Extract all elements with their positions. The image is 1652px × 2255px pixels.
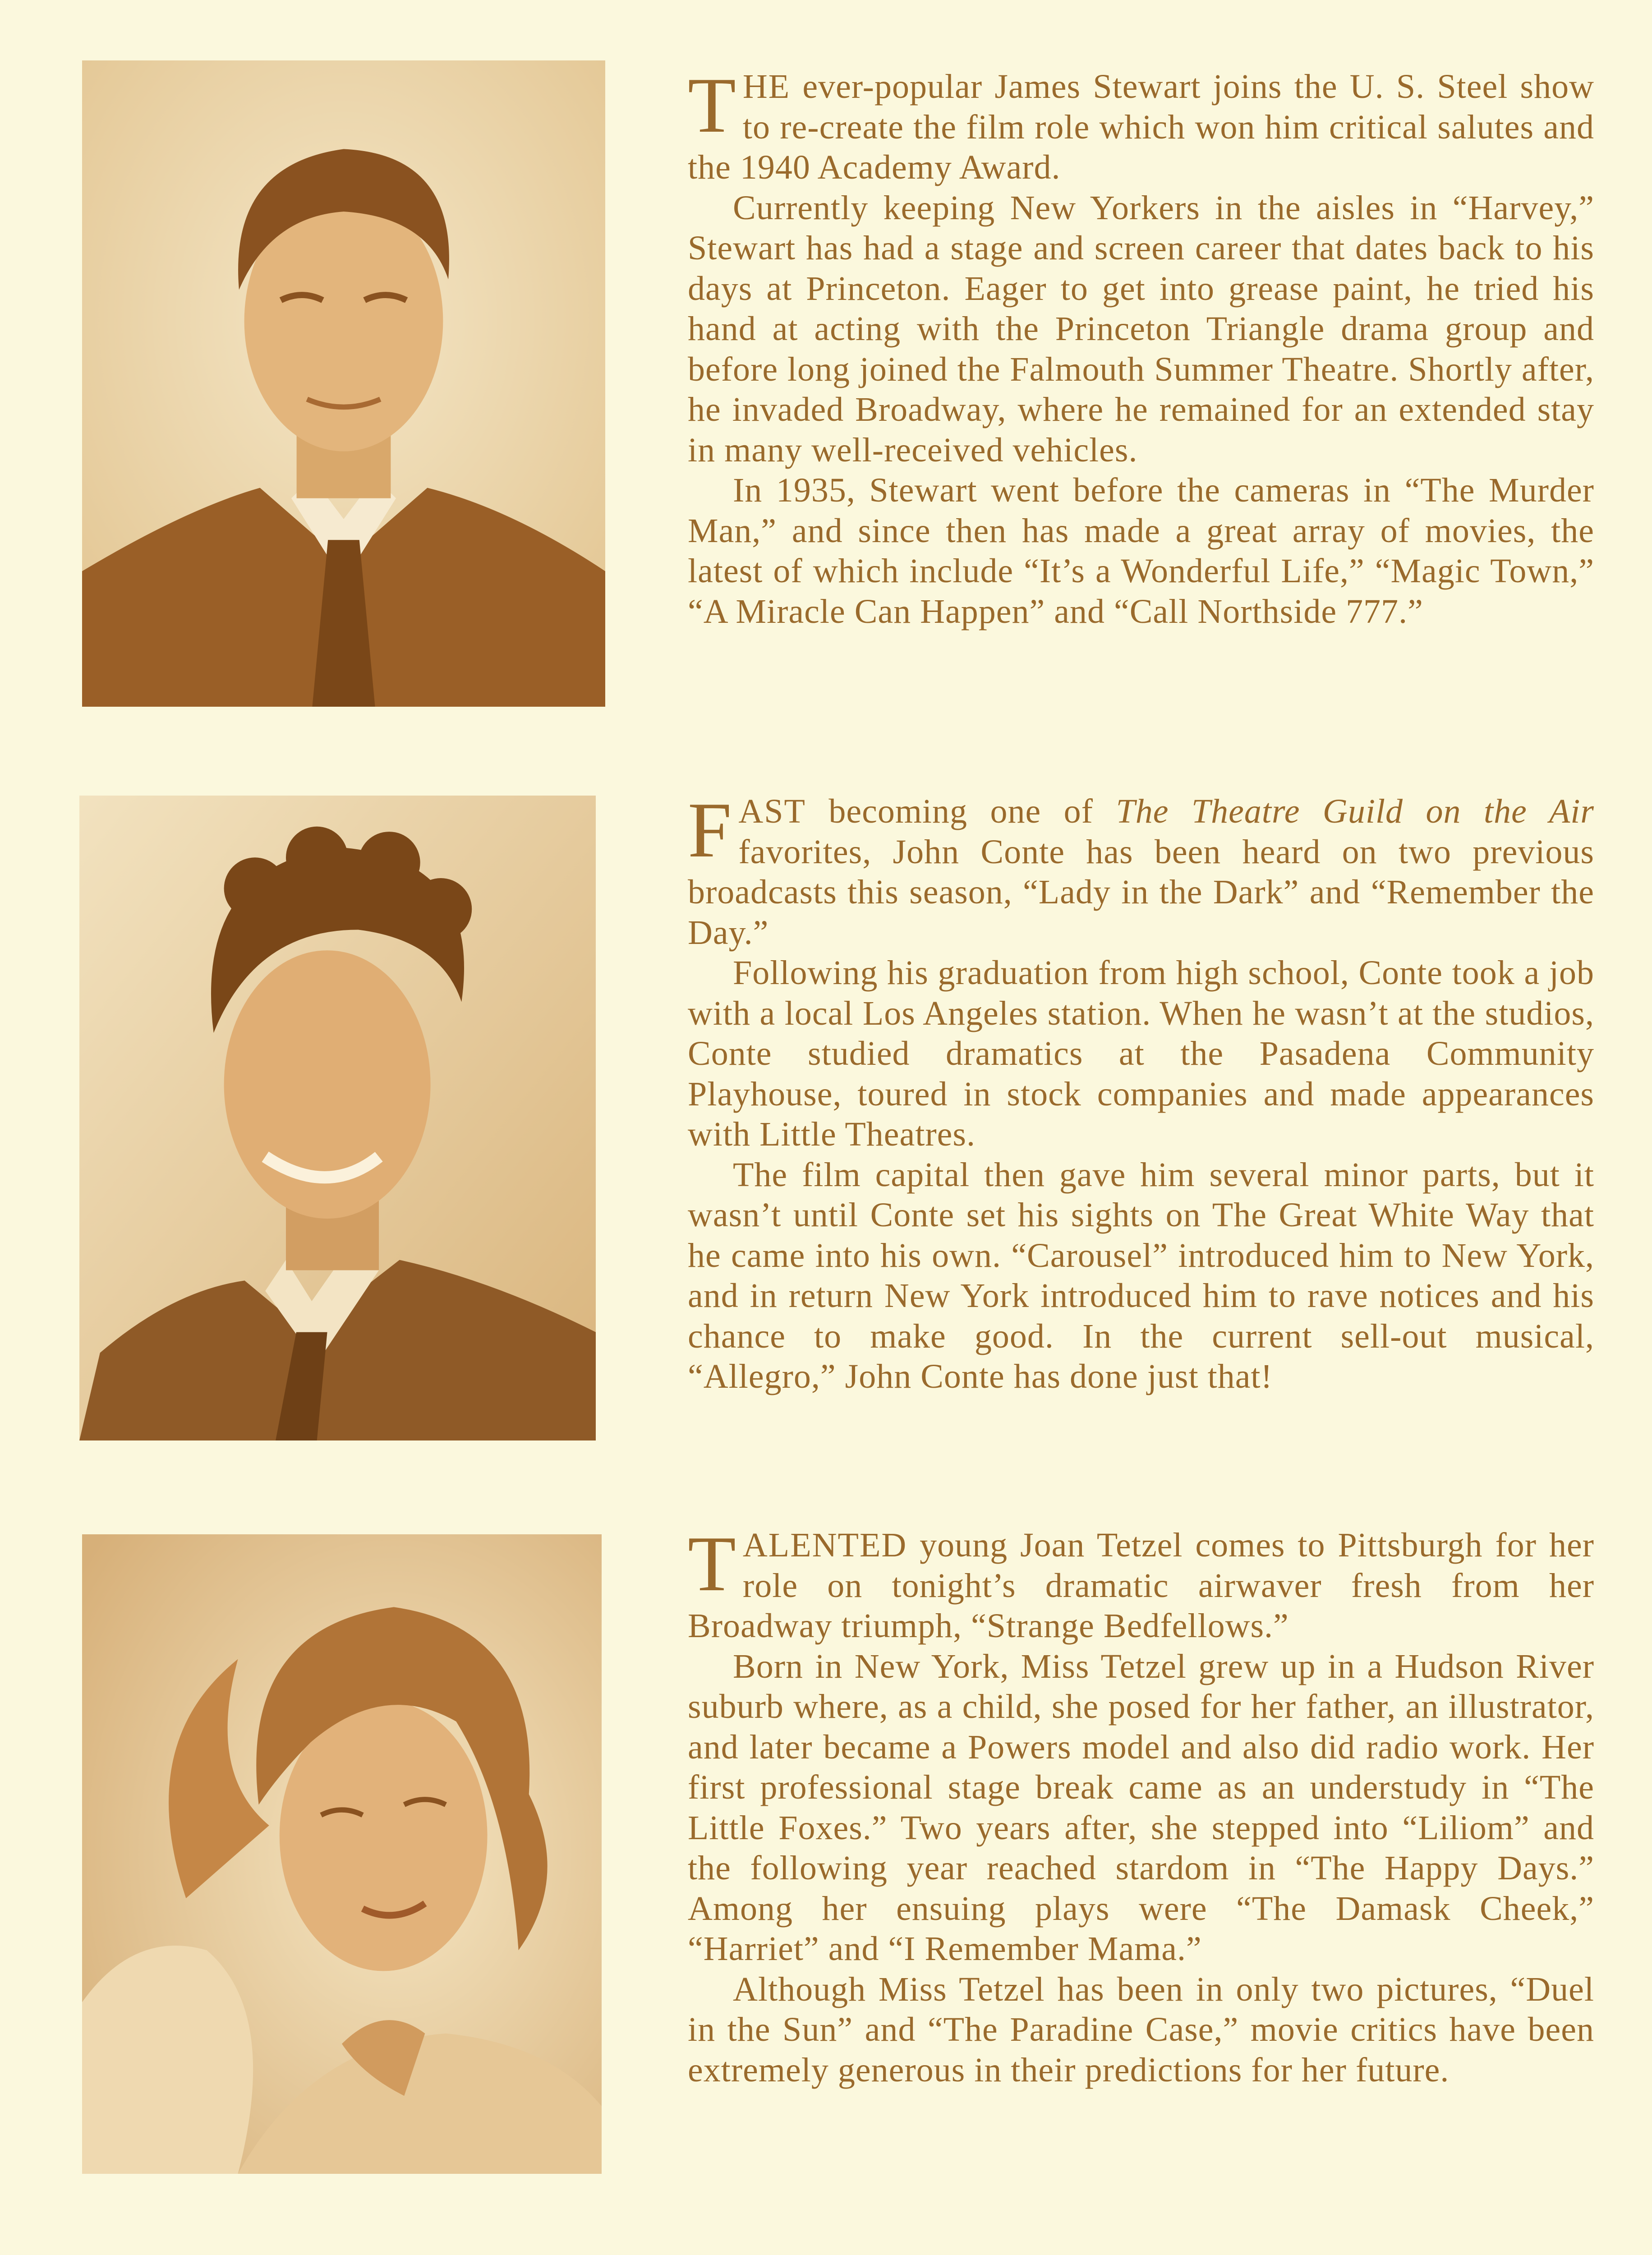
drop-cap: F: [688, 786, 732, 874]
paragraph-text: ever-popular James Stewart joins the U. S. Steel show to re-create the film role which won him critical salutes and the 1940 Academy Award.: [688, 68, 1594, 186]
photo-john-conte: [79, 796, 596, 1440]
bio-joan-tetzel: [688, 1520, 1594, 2090]
bio-john-conte: [688, 786, 1594, 1397]
photo-joan-tetzel: [82, 1534, 602, 2174]
bio-paragraph: In 1935, Stewart went before the cameras in “The Murder Man,” and since then has made a great array of movies, the latest of which include “It’s a Wonderful Life,” “Magic Town,” “A Miracle Can Happen” and “Call Northside 777.”: [688, 471, 1594, 630]
bio-paragraph: [688, 786, 1594, 953]
bio-paragraph: Following his graduation from high school, Conte took a job with a local Los Angeles station. When he wasn’t at the studios, Conte studied dramatics at the Pasadena Community Playhouse, toured in stock companies and made appearances with Little Theatres.: [688, 954, 1594, 1153]
lead-in: HE: [742, 68, 791, 106]
bio-paragraph: Although Miss Tetzel has been in only two pictures, “Duel in the Sun” and “The Paradine Case,” movie critics have been extremely generous in their predictions for her future.: [688, 1970, 1594, 2089]
bio-paragraph: [688, 1520, 1594, 1647]
paragraph-text: becoming one of: [805, 792, 1116, 830]
paragraph-text: young Joan Tetzel comes to Pittsburgh for her role on tonight’s dramatic airwaver fresh from her Broadway triumph, “Strange Bedfellows.”: [688, 1526, 1594, 1645]
bio-paragraph: Born in New York, Miss Tetzel grew up in a Hudson River suburb where, as a child, she posed for her father, an illustrator, and later became a Powers model and also did radio work. Her first professional stage break came as an understudy in “The Little Foxes.” Two years after, she stepped into “Liliom” and the following year reached stardom in “The Happy Days.” Among her ensuing plays were “The Damask Cheek,” “Harriet” and “I Remember Mama.”: [688, 1647, 1594, 1968]
bio-paragraph: Currently keeping New Yorkers in the aisles in “Harvey,” Stewart has had a stage and screen career that dates back to his days at Princeton. Eager to get into grease paint, he tried his hand at acting with the Princeton Triangle drama group and before long joined the Falmouth Summer Theatre. Shortly after, he invaded Broadway, where he remained for an extended stay in many well-received vehicles.: [688, 189, 1594, 469]
drop-cap: T: [688, 61, 736, 149]
bio-paragraph: [688, 61, 1594, 188]
drop-cap: T: [688, 1520, 736, 1607]
lead-in: ALENTED: [742, 1526, 907, 1564]
program-title: The Theatre Guild on the Air: [1116, 792, 1594, 830]
portrait-photo-man-icon: [82, 60, 605, 707]
lead-in: AST: [738, 792, 806, 830]
portrait-photo-woman-icon: [82, 1534, 602, 2174]
photo-james-stewart: [82, 60, 605, 707]
paragraph-text: favorites, John Conte has been heard on two previous broadcasts this season, “Lady in the Dark” and “Remember the Day.”: [688, 833, 1594, 952]
portrait-photo-man-icon: [79, 796, 596, 1440]
bio-james-stewart: [688, 61, 1594, 632]
bio-paragraph: The film capital then gave him several minor parts, but it wasn’t until Conte set his sights on The Great White Way that he came into his own. “Carousel” introduced him to New York, and in return New York introduced him to rave notices and his chance to make good. In the current sell-out musical, “Allegro,” John Conte has done just that!: [688, 1155, 1594, 1395]
